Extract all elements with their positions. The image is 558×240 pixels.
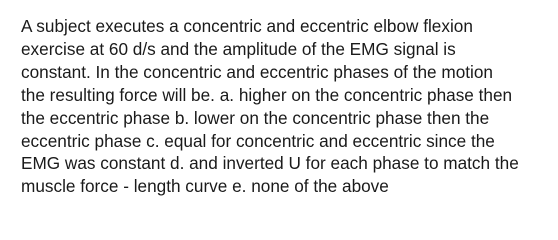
question-line: constant. In the concentric and eccentric phases of the motion xyxy=(21,61,493,82)
question-line: EMG was constant d. and inverted U for each phase to match the xyxy=(21,153,519,174)
question-line: eccentric phase c. equal for concentric and eccentric since the xyxy=(21,130,495,151)
question-line: exercise at 60 d/s and the amplitude of the EMG signal is xyxy=(21,38,456,59)
question-line: the eccentric phase b. lower on the concentric phase then the xyxy=(21,107,490,128)
question-line: muscle force - length curve e. none of the above xyxy=(21,176,389,197)
question-line: A subject executes a concentric and eccentric elbow flexion xyxy=(21,16,473,36)
question-line: the resulting force will be. a. higher on the concentric phase then xyxy=(21,84,513,105)
question-text xyxy=(21,15,543,198)
